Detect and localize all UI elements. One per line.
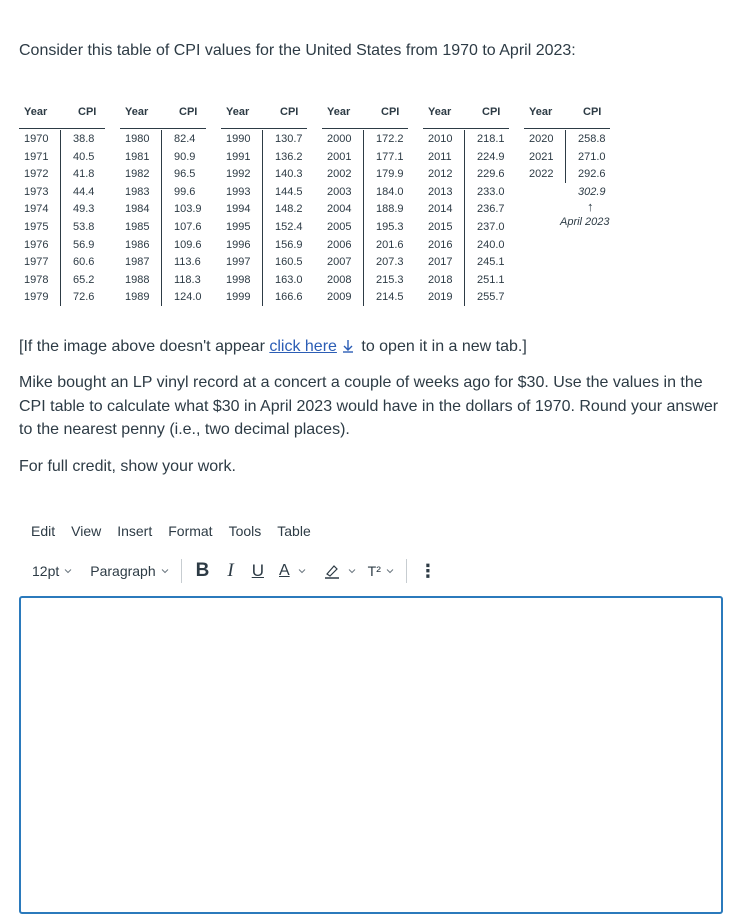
cpi-cell: 215.3 bbox=[376, 273, 404, 286]
block-format-value: Paragraph bbox=[90, 563, 156, 579]
year-cell: 2008 bbox=[327, 273, 352, 286]
superscript-button[interactable] bbox=[368, 563, 394, 579]
year-header: Year bbox=[428, 106, 452, 118]
year-cell: 1994 bbox=[226, 203, 251, 216]
menu-insert[interactable]: Insert bbox=[117, 523, 153, 539]
year-cell: 1971 bbox=[24, 150, 49, 163]
cpi-cell: 113.6 bbox=[174, 256, 201, 269]
cpi-header: CPI bbox=[179, 106, 198, 118]
year-cell: 1991 bbox=[226, 150, 251, 163]
year-cell: 1990 bbox=[226, 133, 251, 145]
cpi-cell: 292.6 bbox=[578, 168, 606, 181]
column-divider bbox=[464, 130, 465, 306]
underline-button[interactable]: U bbox=[251, 561, 264, 580]
header-rule bbox=[524, 128, 610, 129]
cpi-cell: 251.1 bbox=[477, 273, 505, 286]
cpi-cell: 103.9 bbox=[174, 203, 202, 216]
column-divider bbox=[60, 130, 61, 306]
fallback-after: to open it in a new tab.] bbox=[356, 338, 527, 355]
year-cell: 1987 bbox=[125, 256, 150, 269]
cpi-cell: 38.8 bbox=[73, 133, 95, 145]
cpi-cell: 177.1 bbox=[376, 150, 404, 163]
header-rule bbox=[423, 128, 509, 129]
year-cell: 2021 bbox=[529, 150, 554, 163]
fallback-before: [If the image above doesn't appear bbox=[19, 338, 270, 355]
year-header: Year bbox=[125, 106, 149, 118]
cpi-cell-april-2023: 302.9 bbox=[578, 185, 606, 198]
april-2023-note: April 2023 bbox=[560, 216, 610, 229]
font-size-value: 12pt bbox=[32, 563, 60, 579]
cpi-header: CPI bbox=[280, 106, 299, 118]
year-cell: 1975 bbox=[24, 221, 49, 233]
year-cell: 1977 bbox=[24, 256, 49, 269]
text-color-button[interactable] bbox=[279, 562, 306, 580]
year-cell: 1983 bbox=[125, 185, 150, 198]
year-cell: 1985 bbox=[125, 221, 150, 233]
year-header: Year bbox=[327, 106, 351, 118]
year-cell: 1970 bbox=[24, 133, 49, 145]
cpi-cell: 124.0 bbox=[174, 291, 202, 304]
year-cell: 2018 bbox=[428, 273, 453, 286]
toolbar-divider bbox=[406, 559, 407, 583]
cpi-cell: 118.3 bbox=[174, 273, 201, 286]
cpi-cell: 148.2 bbox=[275, 203, 303, 216]
editor-toolbar bbox=[32, 559, 437, 583]
year-cell: 1976 bbox=[24, 238, 49, 251]
year-cell: 2011 bbox=[428, 150, 452, 163]
year-cell: 2003 bbox=[327, 185, 352, 198]
cpi-cell: 233.0 bbox=[477, 185, 505, 198]
year-cell: 2022 bbox=[529, 168, 554, 181]
chevron-down-icon bbox=[298, 567, 306, 575]
year-cell: 1972 bbox=[24, 168, 49, 181]
cpi-cell: 136.2 bbox=[275, 150, 303, 163]
year-cell: 1997 bbox=[226, 256, 251, 269]
year-cell: 1998 bbox=[226, 273, 251, 286]
year-cell: 1978 bbox=[24, 273, 49, 286]
cpi-header: CPI bbox=[381, 106, 400, 118]
year-cell: 1982 bbox=[125, 168, 150, 181]
cpi-cell: 99.6 bbox=[174, 185, 196, 198]
column-divider bbox=[565, 130, 566, 183]
cpi-cell: 195.3 bbox=[376, 221, 404, 233]
year-cell: 2019 bbox=[428, 291, 453, 304]
cpi-cell: 140.3 bbox=[275, 168, 303, 181]
cpi-header: CPI bbox=[583, 106, 602, 118]
year-cell: 2012 bbox=[428, 168, 453, 181]
cpi-cell: 179.9 bbox=[376, 168, 404, 181]
year-cell: 2014 bbox=[428, 203, 453, 216]
download-icon[interactable] bbox=[341, 339, 355, 353]
cpi-cell: 60.6 bbox=[73, 256, 95, 269]
cpi-cell: 166.6 bbox=[275, 291, 303, 304]
year-cell: 2017 bbox=[428, 256, 453, 269]
cpi-cell: 201.6 bbox=[376, 238, 404, 251]
chevron-down-icon bbox=[348, 567, 356, 575]
cpi-cell: 44.4 bbox=[73, 185, 95, 198]
toolbar-divider bbox=[181, 559, 182, 583]
cpi-header: CPI bbox=[78, 106, 97, 118]
text-color-icon: A bbox=[278, 562, 290, 579]
chevron-down-icon bbox=[386, 567, 394, 575]
menu-table[interactable]: Table bbox=[277, 523, 311, 539]
year-cell: 1989 bbox=[125, 291, 150, 304]
cpi-cell: 130.7 bbox=[275, 133, 303, 145]
highlight-color-button[interactable] bbox=[324, 563, 356, 579]
header-rule bbox=[322, 128, 408, 129]
year-cell: 1973 bbox=[24, 185, 49, 198]
block-format-select[interactable] bbox=[90, 563, 168, 579]
year-cell: 2002 bbox=[327, 168, 352, 181]
more-options-button[interactable]: ⋮ bbox=[418, 560, 437, 581]
cpi-cell: 156.9 bbox=[275, 238, 303, 251]
editor-menubar bbox=[31, 523, 327, 539]
italic-button[interactable]: I bbox=[227, 560, 234, 581]
cpi-cell: 258.8 bbox=[578, 133, 606, 145]
year-cell: 1980 bbox=[125, 133, 150, 145]
year-cell: 2015 bbox=[428, 221, 453, 233]
cpi-cell: 271.0 bbox=[578, 150, 606, 163]
year-cell: 2016 bbox=[428, 238, 453, 251]
bold-button[interactable]: B bbox=[195, 560, 210, 581]
cpi-cell: 214.5 bbox=[376, 291, 404, 304]
question-text: Mike bought an LP vinyl record at a concert a couple of weeks ago for $30. Use the values in the CPI table to calculate what $30 in April 2023 would have in the dollars of 1970. Round your answer to the nearest penny (i.e., two decimal places). bbox=[19, 374, 719, 438]
year-cell: 2010 bbox=[428, 133, 453, 145]
cpi-cell: 255.7 bbox=[477, 291, 505, 304]
fallback-line bbox=[19, 335, 724, 359]
chevron-down-icon bbox=[64, 567, 72, 575]
cpi-cell: 72.6 bbox=[73, 291, 95, 304]
cpi-cell: 40.5 bbox=[73, 150, 95, 163]
year-cell: 1986 bbox=[125, 238, 150, 251]
year-cell: 2000 bbox=[327, 133, 352, 145]
cpi-cell: 53.8 bbox=[73, 221, 95, 233]
font-size-select[interactable] bbox=[32, 563, 72, 579]
cpi-cell: 172.2 bbox=[376, 133, 404, 145]
year-header: Year bbox=[529, 106, 553, 118]
menu-view[interactable]: View bbox=[71, 523, 102, 539]
year-cell: 1995 bbox=[226, 221, 251, 233]
year-cell: 2005 bbox=[327, 221, 352, 233]
cpi-cell: 49.3 bbox=[73, 203, 95, 216]
click-here-link[interactable]: click here bbox=[269, 338, 337, 355]
chevron-down-icon bbox=[161, 567, 169, 575]
year-cell: 1974 bbox=[24, 203, 49, 216]
cpi-cell: 218.1 bbox=[477, 133, 505, 145]
column-divider bbox=[262, 130, 263, 306]
year-header: Year bbox=[226, 106, 250, 118]
superscript-icon: T² bbox=[367, 563, 381, 579]
header-rule bbox=[221, 128, 307, 129]
cpi-cell: 82.4 bbox=[174, 133, 196, 145]
header-rule bbox=[120, 128, 206, 129]
menu-edit[interactable]: Edit bbox=[31, 523, 56, 539]
cpi-cell: 41.8 bbox=[73, 168, 95, 181]
cpi-table bbox=[19, 100, 619, 315]
year-cell: 1993 bbox=[226, 185, 251, 198]
cpi-cell: 237.0 bbox=[477, 221, 505, 233]
cpi-cell: 236.7 bbox=[477, 203, 505, 216]
column-divider bbox=[161, 130, 162, 306]
menu-tools[interactable]: Tools bbox=[228, 523, 262, 539]
cpi-cell: 56.9 bbox=[73, 238, 95, 251]
cpi-cell: 163.0 bbox=[275, 273, 303, 286]
highlighter-icon bbox=[324, 563, 340, 579]
year-cell: 1979 bbox=[24, 291, 49, 304]
year-cell: 2007 bbox=[327, 256, 352, 269]
year-cell: 1992 bbox=[226, 168, 251, 181]
column-divider bbox=[363, 130, 364, 306]
cpi-cell: 224.9 bbox=[477, 150, 505, 163]
cpi-cell: 207.3 bbox=[376, 256, 404, 269]
year-cell: 1984 bbox=[125, 203, 150, 216]
year-cell: 1999 bbox=[226, 291, 251, 304]
year-cell: 1988 bbox=[125, 273, 150, 286]
year-cell: 2001 bbox=[327, 150, 352, 163]
cpi-cell: 229.6 bbox=[477, 168, 505, 181]
cpi-header: CPI bbox=[482, 106, 501, 118]
cpi-cell: 152.4 bbox=[275, 221, 303, 233]
header-rule bbox=[19, 128, 105, 129]
intro-text: Consider this table of CPI values for the United States from 1970 to April 2023: bbox=[19, 42, 576, 59]
year-cell: 2009 bbox=[327, 291, 352, 304]
year-cell: 2020 bbox=[529, 133, 554, 145]
year-cell: 2013 bbox=[428, 185, 453, 198]
cpi-cell: 96.5 bbox=[174, 168, 196, 181]
year-cell: 1981 bbox=[125, 150, 150, 163]
up-arrow-icon: ↑ bbox=[587, 199, 594, 215]
menu-format[interactable]: Format bbox=[168, 523, 213, 539]
cpi-cell: 65.2 bbox=[73, 273, 95, 286]
cpi-cell: 90.9 bbox=[174, 150, 196, 163]
answer-editor[interactable] bbox=[19, 596, 723, 914]
cpi-cell: 240.0 bbox=[477, 238, 505, 251]
year-cell: 2004 bbox=[327, 203, 352, 216]
year-header: Year bbox=[24, 106, 48, 118]
cpi-cell: 188.9 bbox=[376, 203, 404, 216]
cpi-cell: 160.5 bbox=[275, 256, 303, 269]
cpi-cell: 144.5 bbox=[275, 185, 303, 198]
credit-text: For full credit, show your work. bbox=[19, 458, 236, 475]
cpi-cell: 107.6 bbox=[174, 221, 202, 233]
year-cell: 1996 bbox=[226, 238, 251, 251]
cpi-cell: 184.0 bbox=[376, 185, 404, 198]
cpi-cell: 109.6 bbox=[174, 238, 202, 251]
year-cell: 2006 bbox=[327, 238, 352, 251]
cpi-cell: 245.1 bbox=[477, 256, 505, 269]
